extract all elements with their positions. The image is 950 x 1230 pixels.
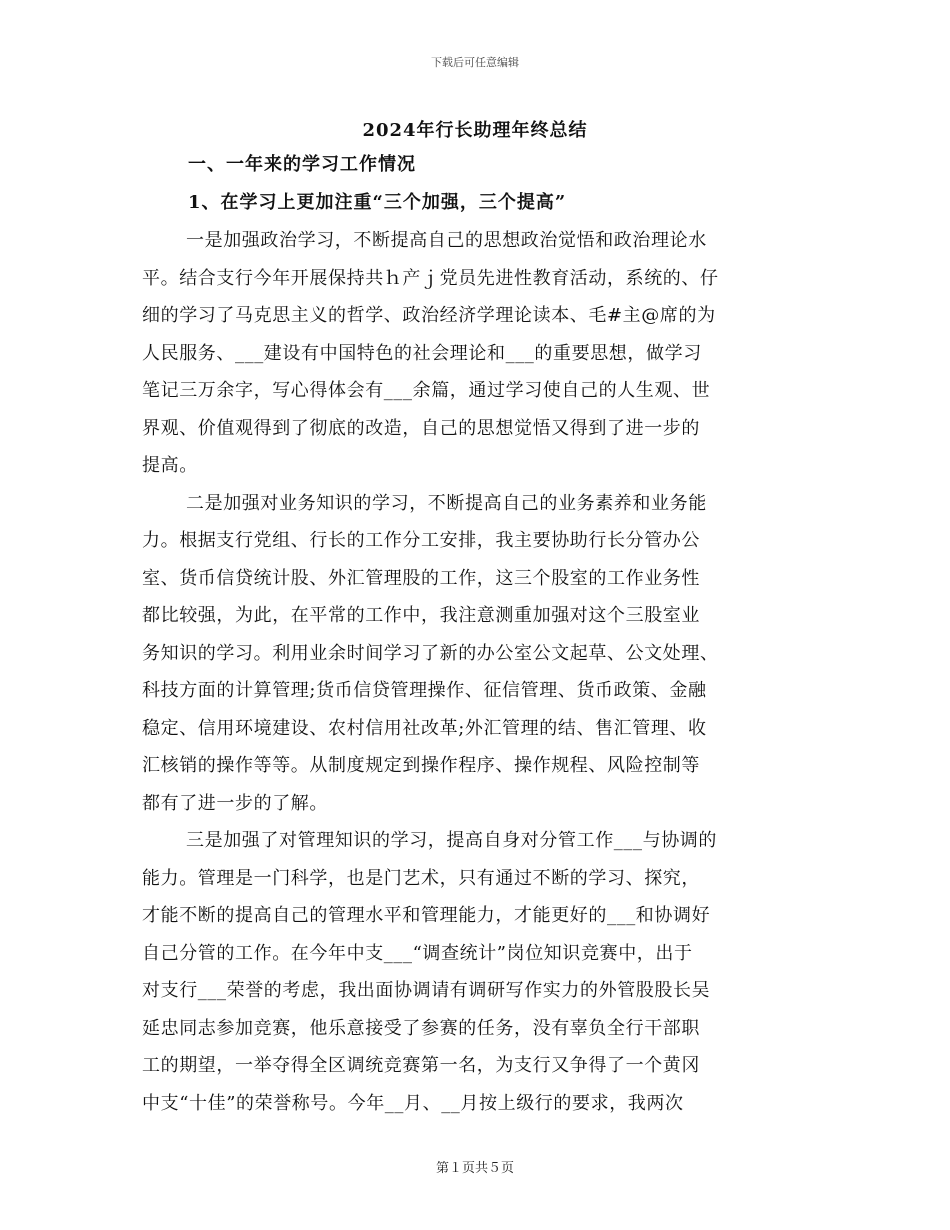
body-text bbox=[142, 222, 814, 1122]
section-heading: 一、一年来的学习工作情况 bbox=[188, 154, 416, 175]
paragraph-line: 提高。 bbox=[142, 455, 198, 476]
paragraph-line: 自己分管的工作。在今年中支___“调查统计”岗位知识竞赛中，出于 bbox=[142, 942, 693, 964]
paragraph-line: 力。根据支行党组、行长的工作分工安排，我主要协助行长分管办公 bbox=[142, 530, 700, 551]
paragraph-line: 才能不断的提高自己的管理水平和管理能力，才能更好的___和协调好 bbox=[142, 905, 711, 926]
paragraph-line: 一是加强政治学习，不断提高自己的思想政治觉悟和政治理论水 bbox=[186, 230, 707, 251]
paragraph-line: 界观、价值观得到了彻底的改造，自己的思想觉悟又得到了进一步的 bbox=[142, 417, 700, 439]
paragraph-line: 笔记三万余字，写心得体会有___余篇，通过学习使自己的人生观、世 bbox=[142, 380, 711, 401]
paragraph-3 bbox=[142, 822, 814, 1122]
document-title: 2024年行长助理年终总结 bbox=[362, 120, 588, 141]
paragraph-line: 汇核销的操作等等。从制度规定到操作程序、操作规程、风险控制等 bbox=[142, 755, 700, 776]
paragraph-line: 延忠同志参加竞赛，他乐意接受了参赛的任务，没有辜负全行干部职 bbox=[142, 1017, 700, 1039]
paragraph-line: 都比较强，为此，在平常的工作中，我注意测重加强对这个三股室业 bbox=[142, 605, 700, 626]
paragraph-line: 务知识的学习。利用业余时间学习了新的办公室公文起草、公文处理、 bbox=[142, 642, 719, 664]
paragraph-line: 二是加强对业务知识的学习，不断提高自己的业务素养和业务能 bbox=[186, 492, 707, 514]
paragraph-line: 科技方面的计算管理;货币信贷管理操作、征信管理、货币政策、金融 bbox=[142, 680, 707, 701]
page-number: 第１页共５页 bbox=[435, 1161, 514, 1176]
paragraph-line: 细的学习了马克思主义的哲学、政治经济学理论读本、毛#主@席的为 bbox=[142, 305, 716, 326]
paragraph-line: 三是加强了对管理知识的学习，提高自身对分管工作___与协调的 bbox=[186, 830, 717, 851]
subheading: 1、在学习上更加注重“三个加强，三个提高” bbox=[188, 192, 567, 213]
paragraph-line: 都有了进一步的了解。 bbox=[142, 792, 328, 814]
paragraph-line: 人民服务、___建设有中国特色的社会理论和___的重要思想，做学习 bbox=[142, 342, 702, 364]
paragraph-line: 对支行___荣誉的考虑，我出面协调请有调研写作实力的外管股股长吴 bbox=[142, 980, 711, 1001]
paragraph-2 bbox=[142, 485, 814, 823]
paragraph-line: 能力。管理是一门科学，也是门艺术，只有通过不断的学习、探究， bbox=[142, 867, 700, 889]
paragraph-line: 稳定、信用环境建设、农村信用社改革;外汇管理的结、售汇管理、收 bbox=[142, 717, 707, 739]
paragraph-line: 室、货币信贷统计股、外汇管理股的工作，这三个股室的工作业务性 bbox=[142, 567, 700, 589]
paragraph-line: 平。结合支行今年开展保持共ｈ产ｊ党员先进性教育活动，系统的、仔 bbox=[142, 267, 719, 289]
paragraph-line: 中支“十佳”的荣誉称号。今年__月、__月按上级行的要求，我两次 bbox=[142, 1092, 684, 1114]
paragraph-1 bbox=[142, 222, 814, 485]
paragraph-line: 工的期望，一举夺得全区调统竞赛第一名，为支行又争得了一个黄冈 bbox=[142, 1055, 700, 1076]
header-note: 下载后可任意编辑 bbox=[431, 56, 519, 69]
